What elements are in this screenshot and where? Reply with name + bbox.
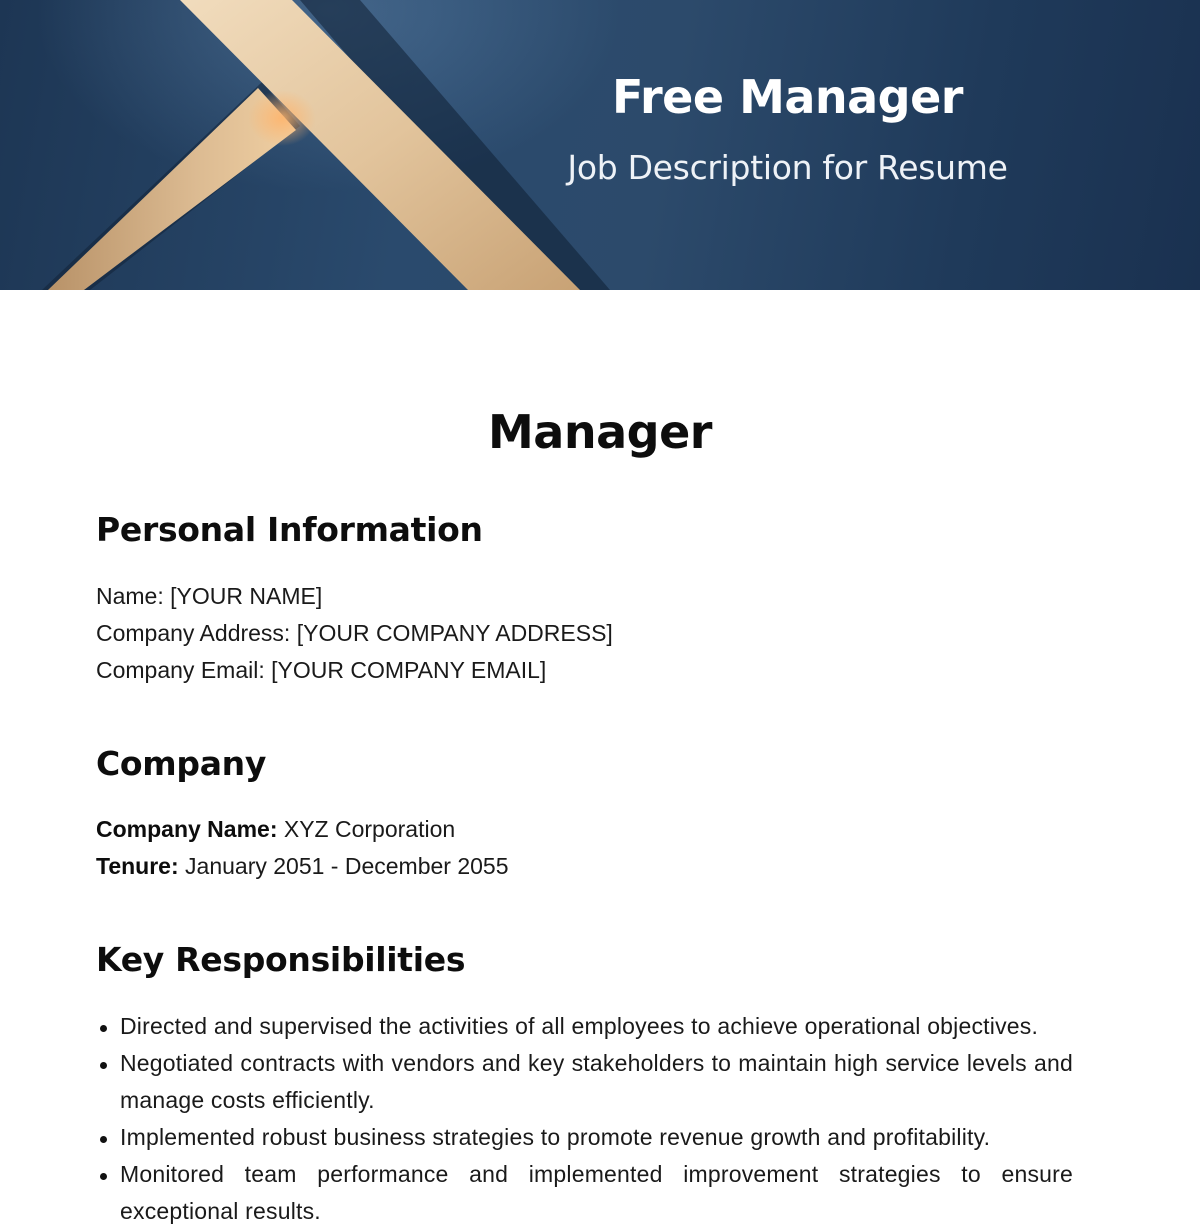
bullet-icon (100, 1025, 107, 1032)
tenure-line (96, 848, 1086, 885)
tenure-label: Tenure: (96, 853, 179, 879)
company-heading: Company (96, 744, 267, 783)
document-title: Manager (488, 405, 712, 459)
bullet-icon (100, 1136, 107, 1143)
gold-cross-decoration-icon (0, 0, 1200, 290)
personal-information-block (96, 578, 1086, 689)
banner-title: Free Manager (612, 70, 963, 124)
list-item (96, 1119, 1073, 1156)
company-name-label: Company Name: (96, 816, 278, 842)
bullet-icon (100, 1062, 107, 1069)
responsibilities-list (96, 1008, 1073, 1230)
list-item-text: Directed and supervised the activities of all employees to achieve operational objectives. (120, 1013, 1039, 1039)
list-item-text: Negotiated contracts with vendors and key stakeholders to maintain high service levels and manage costs efficiently. (120, 1050, 1073, 1113)
list-item (96, 1008, 1073, 1045)
company-block (96, 811, 1086, 885)
key-responsibilities-heading: Key Responsibilities (96, 940, 466, 979)
tenure-value: January 2051 - December 2055 (178, 853, 509, 879)
company-name-line (96, 811, 1086, 848)
personal-information-heading: Personal Information (96, 510, 483, 549)
list-item (96, 1156, 1073, 1230)
list-item (96, 1045, 1073, 1119)
company-address-line: Company Address: [YOUR COMPANY ADDRESS] (96, 620, 613, 646)
company-email-line: Company Email: [YOUR COMPANY EMAIL] (96, 657, 547, 683)
banner-subtitle: Job Description for Resume (567, 148, 1008, 187)
company-name-value: XYZ Corporation (277, 816, 456, 842)
list-item-text: Implemented robust business strategies to promote revenue growth and profitability. (120, 1124, 991, 1150)
header-banner (0, 0, 1200, 290)
list-item-text: Monitored team performance and implemented improvement strategies to ensure exceptional results. (120, 1161, 1073, 1224)
bullet-icon (100, 1173, 107, 1180)
name-line: Name: [YOUR NAME] (96, 583, 323, 609)
